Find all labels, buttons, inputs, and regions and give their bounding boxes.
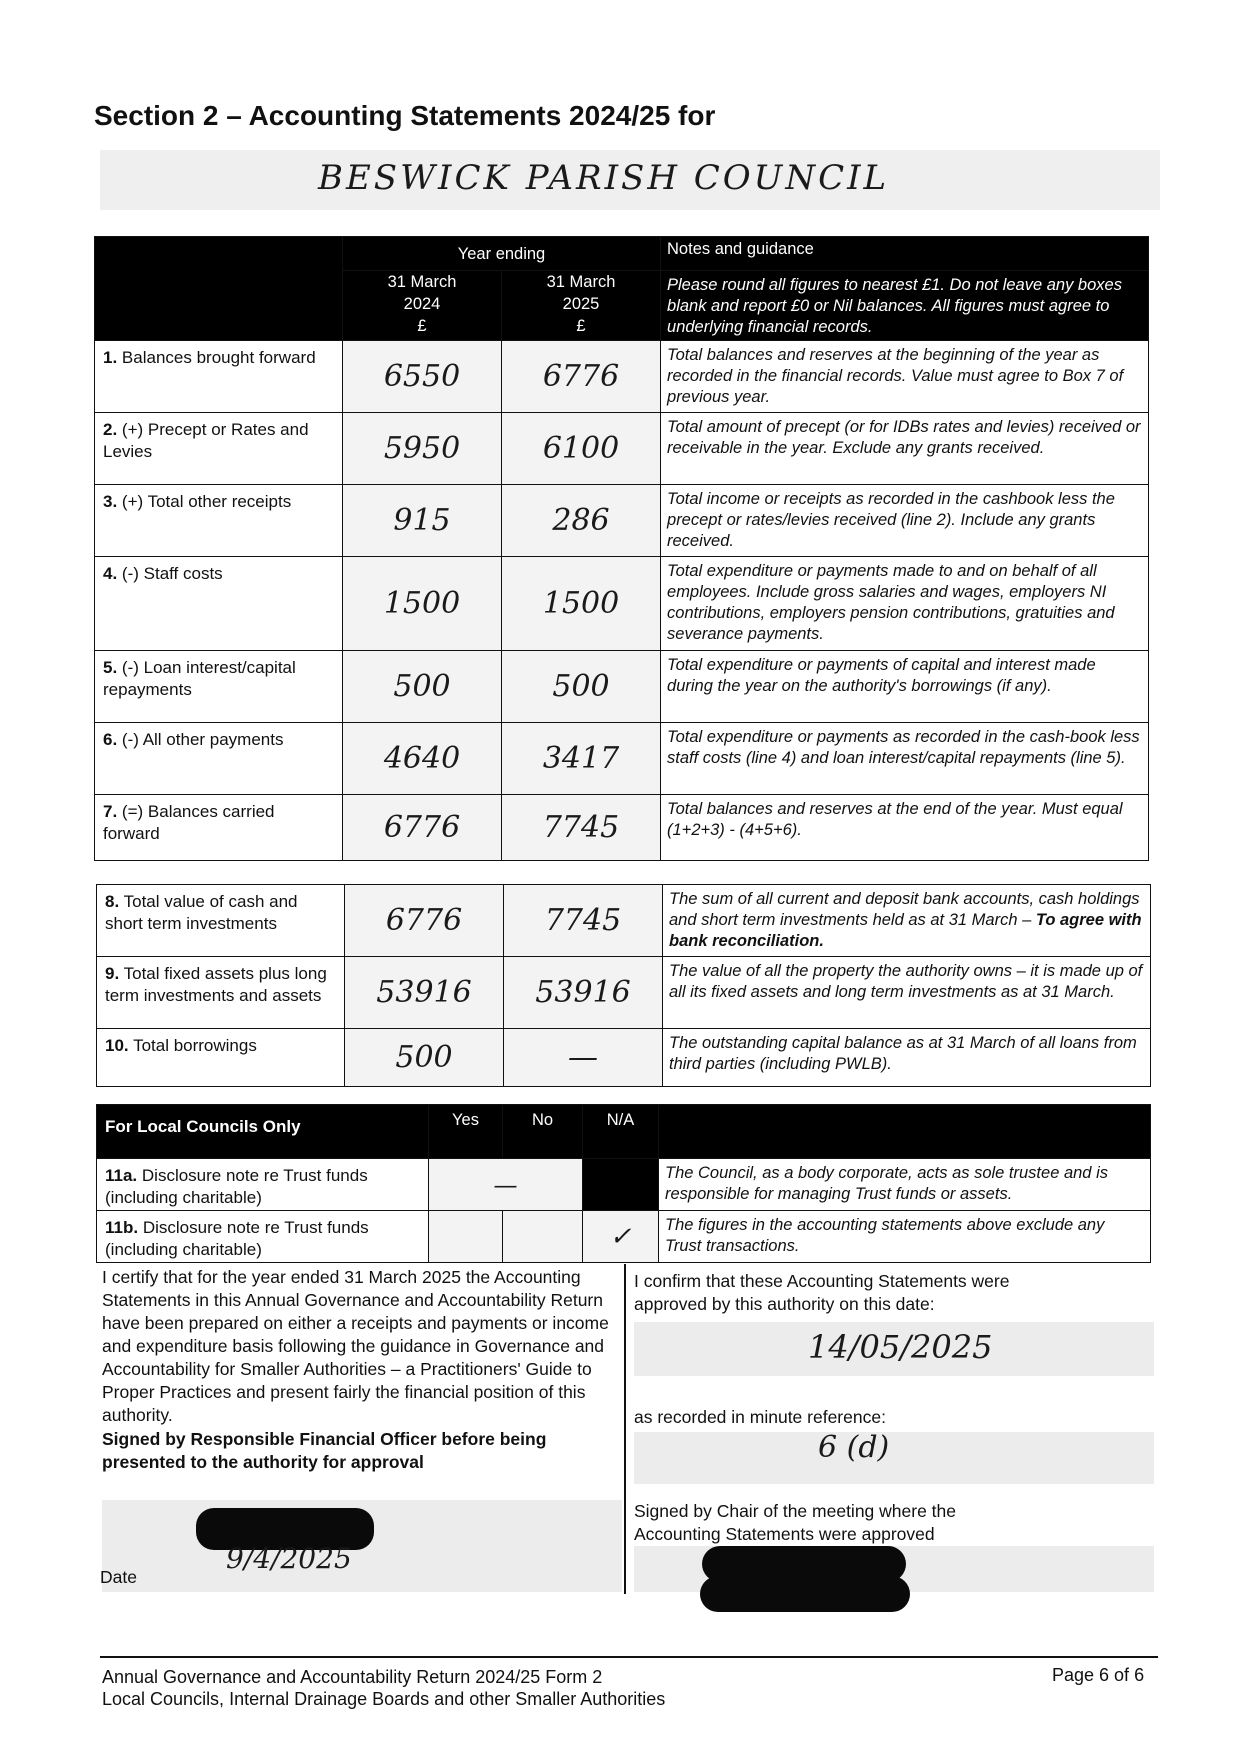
notes-header: Notes and guidance [661, 237, 1149, 271]
yes-cell [429, 1211, 503, 1263]
row-note: Total balances and reserves at the end of the year. Must equal (1+2+3) - (4+5+6). [661, 795, 1149, 861]
value-2024: 53916 [376, 975, 472, 1010]
footer-rule [100, 1656, 1158, 1658]
value-2024: 1500 [383, 586, 461, 621]
authority-name: BESWICK PARISH COUNCIL [318, 158, 890, 198]
row-note-text: The sum of all current and deposit bank accounts, cash holdings and short term investments held as at 31 March – [669, 890, 1140, 929]
table-row [95, 557, 1149, 651]
row-number: 11a. [105, 1166, 138, 1185]
row-number: 10. [105, 1036, 129, 1055]
local-councils-header: For Local Councils Only [97, 1105, 429, 1159]
row-note: The figures in the accounting statements above exclude any Trust transactions. [659, 1211, 1151, 1263]
page-title: Section 2 – Accounting Statements 2024/25 for [94, 100, 716, 131]
row-number: 9. [105, 964, 120, 983]
value-2024: 500 [395, 1040, 453, 1075]
table-row [97, 1029, 1151, 1087]
checkmark-icon: ✓ [609, 1221, 632, 1252]
rfo-certification-text: I certify that for the year ended 31 March 2025 the Accounting Statements in this Annual Governance and Accountability Return have been prepared on either a receipts and payments or income and expenditure basis following the guidance in Governance and Accountability for Smaller Authorities – a Practitioners' Guide to Proper Practices and present fairly the financial position of this authority. [102, 1267, 609, 1425]
row-number: 6. [103, 730, 118, 749]
value-2024: 915 [393, 503, 451, 538]
row-note: Total expenditure or payments as recorded in the cash-book less staff costs (line 4) and loan interest/capital repayments (line 5). [661, 723, 1149, 795]
col-2024-line1: 31 March [387, 273, 457, 291]
col-2025-line1: 31 March [546, 273, 616, 291]
row-number: 11b. [105, 1218, 139, 1237]
value-2025: — [568, 1040, 598, 1075]
page-number: Page 6 of 6 [1052, 1665, 1145, 1685]
value-2025: 6776 [542, 359, 620, 394]
year-ending-header: Year ending [343, 237, 661, 271]
table-row [95, 651, 1149, 723]
value-2024: 500 [393, 669, 451, 704]
row-number: 3. [103, 492, 118, 511]
value-2025: 3417 [542, 741, 620, 776]
row-label: Total value of cash and short term investments [105, 892, 298, 933]
row-note: The value of all the property the authority owns – it is made up of all its fixed assets and long term investments as at 31 March. [663, 957, 1151, 1029]
row-label: (+) Precept or Rates and Levies [103, 420, 309, 461]
row-note: The outstanding capital balance as at 31 March of all loans from third parties (including PWLB). [663, 1029, 1151, 1087]
table-row [97, 1211, 1151, 1263]
col-2025-line3: £ [576, 317, 586, 335]
na-header: N/A [583, 1105, 659, 1159]
chair-signed-label: Signed by Chair of the meeting where the Accounting Statements were approved [634, 1501, 956, 1544]
value-2024: 5950 [383, 431, 461, 466]
value-2024: 6550 [383, 359, 461, 394]
no-cell [503, 1211, 583, 1263]
value-2024: 6776 [385, 903, 463, 938]
col-2025-line2: 2025 [562, 295, 600, 313]
row-label: (-) Staff costs [121, 564, 223, 583]
rfo-date: 9/4/2025 [226, 1542, 352, 1575]
col-2025-header [502, 271, 661, 341]
trust-funds-mark: — [493, 1170, 518, 1199]
table-row [95, 723, 1149, 795]
table-row [95, 795, 1149, 861]
value-2025: 1500 [542, 586, 620, 621]
value-2024: 6776 [383, 810, 461, 845]
row-label: (=) Balances carried forward [103, 802, 275, 843]
authority-name-box [100, 150, 1160, 210]
row-note: Total amount of precept (or for IDBs rates and levies) received or receivable in the year. Exclude any grants received. [661, 413, 1149, 485]
row-label: (-) Loan interest/capital repayments [103, 658, 296, 699]
table-row [95, 485, 1149, 557]
row-note: Total balances and reserves at the beginning of the year as recorded in the financial records. Value must agree to Box 7 of previous year. [661, 341, 1149, 413]
col-2024-header [343, 271, 502, 341]
value-2025: 7745 [542, 810, 620, 845]
value-2025: 6100 [542, 431, 620, 466]
row-note-bold: To agree with bank reconciliation. [669, 911, 1142, 950]
row-label: Balances brought forward [121, 348, 316, 367]
value-2024: 4640 [383, 741, 461, 776]
redacted-signature [700, 1576, 910, 1612]
footer-line2: Local Councils, Internal Drainage Boards and other Smaller Authorities [102, 1689, 666, 1709]
row-note: Total expenditure or payments of capital and interest made during the year on the authority's borrowings (if any). [661, 651, 1149, 723]
table-row [97, 957, 1151, 1029]
value-2025: 7745 [544, 903, 622, 938]
row-number: 1. [103, 348, 118, 367]
minute-reference: 6 (d) [818, 1430, 890, 1465]
local-councils-table [96, 1104, 1151, 1263]
local-councils-header-blank [659, 1105, 1151, 1159]
row-label: Disclosure note re Trust funds (including charitable) [105, 1166, 368, 1207]
row-label: Total borrowings [133, 1036, 257, 1055]
table-row [97, 885, 1151, 957]
row-note: Total expenditure or payments made to and on behalf of all employees. Include gross salaries and wages, employers NI contributions, employers pension contributions, gratuities and severance payments. [661, 557, 1149, 651]
na-cell-filled [583, 1159, 659, 1211]
minute-reference-box [634, 1432, 1154, 1484]
row-label: (-) All other payments [121, 730, 284, 749]
row-label: (+) Total other receipts [121, 492, 292, 511]
col-2024-line2: 2024 [403, 295, 441, 313]
approval-text: I confirm that these Accounting Statements were approved by this authority on this date: [634, 1271, 1010, 1314]
row-number: 7. [103, 802, 118, 821]
value-2025: 53916 [535, 975, 631, 1010]
row-number: 2. [103, 420, 118, 439]
row-note: The Council, as a body corporate, acts as sole trustee and is responsible for managing Trust funds or assets. [659, 1159, 1151, 1211]
row-label: Total fixed assets plus long term investments and assets [105, 964, 327, 1005]
table-header-blank [95, 237, 343, 341]
row-number: 5. [103, 658, 118, 677]
row-label: Disclosure note re Trust funds (including charitable) [105, 1218, 369, 1259]
minute-reference-label: as recorded in minute reference: [634, 1407, 886, 1427]
no-header: No [503, 1105, 583, 1159]
balances-table [96, 884, 1151, 1087]
row-number: 4. [103, 564, 118, 583]
value-2025: 286 [552, 503, 610, 538]
date-label: Date [100, 1567, 137, 1587]
table-row [95, 413, 1149, 485]
value-2025: 500 [552, 669, 610, 704]
accounting-statements-table [94, 236, 1149, 861]
footer-line1: Annual Governance and Accountability Return 2024/25 Form 2 [102, 1667, 603, 1687]
row-number: 8. [105, 892, 120, 911]
row-note: Total income or receipts as recorded in the cashbook less the precept or rates/levies received (line 2). Include any grants received. [661, 485, 1149, 557]
yes-header: Yes [429, 1105, 503, 1159]
col-2024-line3: £ [417, 317, 427, 335]
table-row [97, 1159, 1151, 1211]
approval-date: 14/05/2025 [808, 1328, 993, 1366]
rfo-signed-label: Signed by Responsible Financial Officer before being presented to the authority for approval [102, 1429, 547, 1472]
column-divider [624, 1264, 626, 1594]
row-note [663, 885, 1151, 957]
notes-intro: Please round all figures to nearest £1. Do not leave any boxes blank and report £0 or Nil balances. All figures must agree to underlying financial records. [661, 271, 1149, 341]
table-row [95, 341, 1149, 413]
